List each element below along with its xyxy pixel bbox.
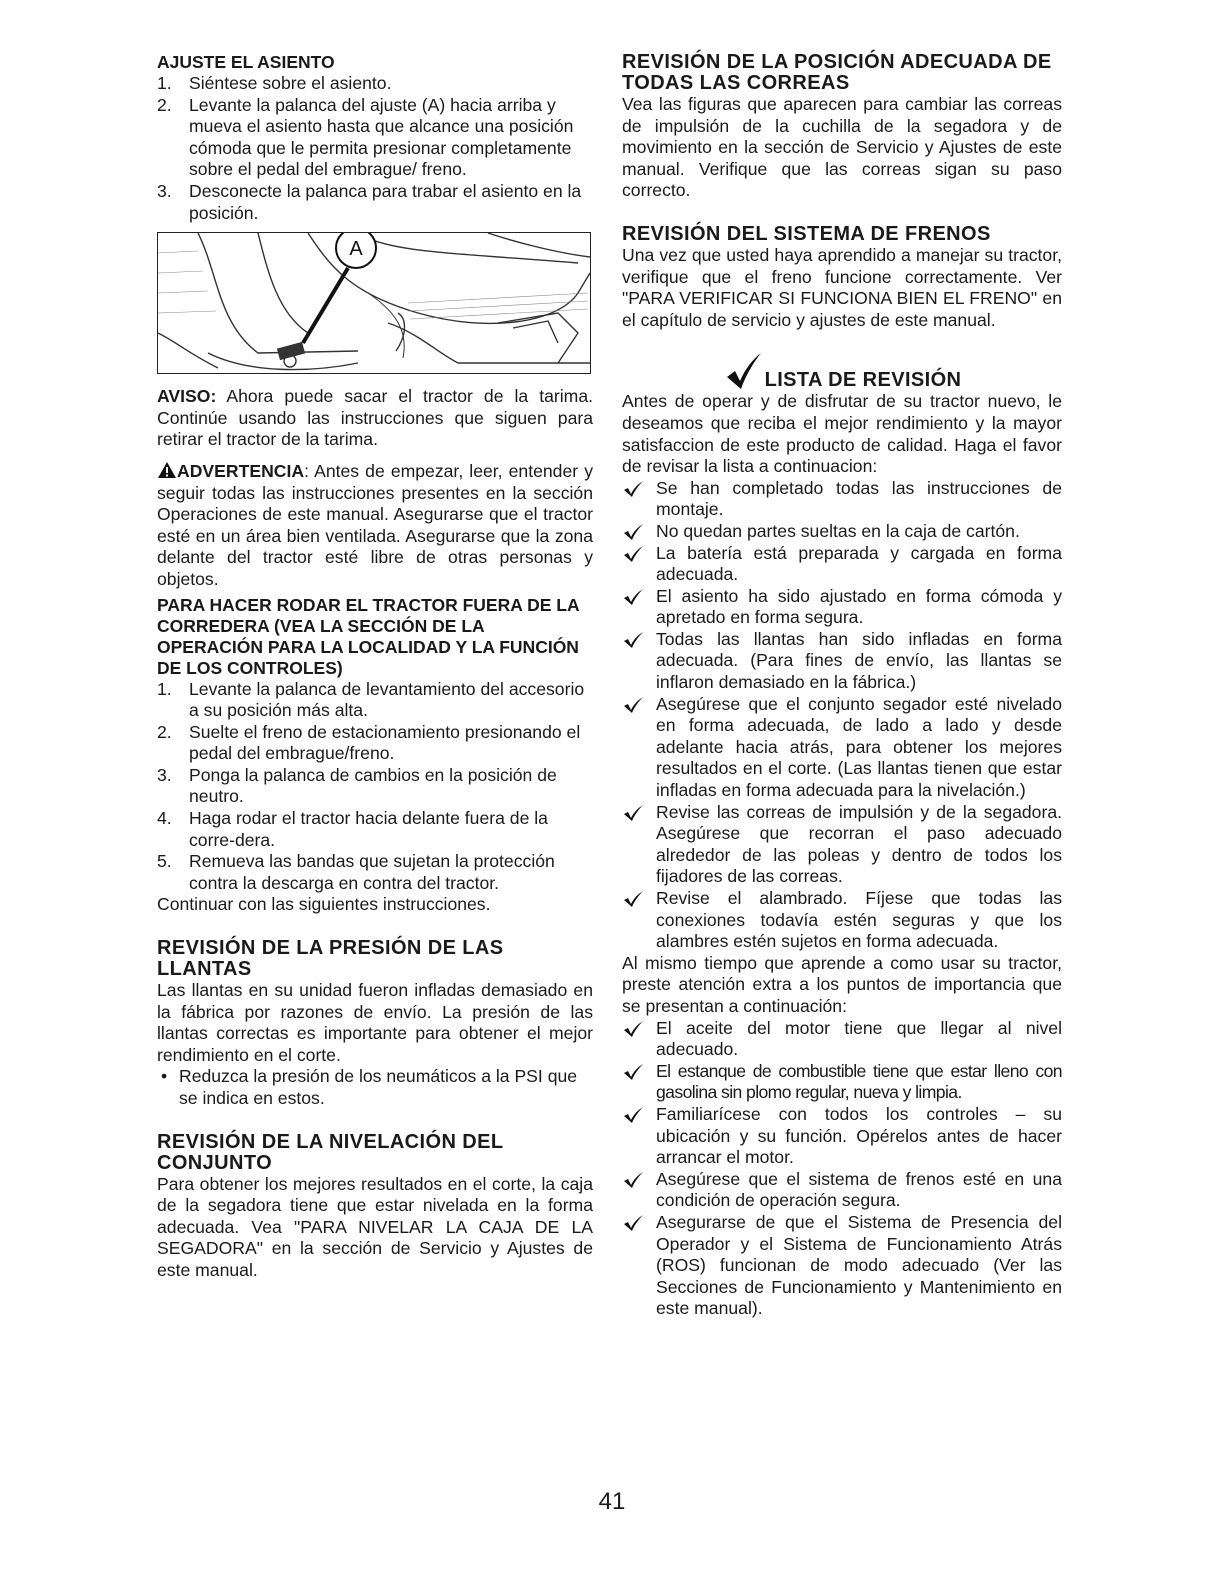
checkmark-icon [622, 480, 644, 498]
checkmark-icon [622, 1106, 644, 1124]
list-item: 5. Remueva las bandas que sujetan la protección contra la descarga en contra del tractor. [157, 851, 555, 893]
presion-text: Las llantas en su unidad fueron infladas demasiado en la fábrica por razones de envío. La presión de las llantas correctas es importante para obtener el mejor rendimiento en el corte. [157, 980, 593, 1065]
frenos-heading: REVISIÓN DEL SISTEMA DE FRENOS [622, 222, 991, 245]
list-item: 2. Levante la palanca del ajuste (A) hacia arriba y mueva el asiento hasta que alcance una posición cómoda que le permita presionar completamente sobre el pedal del embrague/ freno. [157, 94, 574, 180]
list-item: 1. Siéntese sobre el asiento. [157, 73, 392, 93]
correas-heading: REVISIÓN DE LA POSICIÓN ADECUADA DE TODAS LAS CORREAS [622, 51, 1052, 94]
lista-intro: Antes de operar y de disfrutar de su tractor nuevo, le deseamos que reciba el mejor rendimiento y la mayor satisfaccion de este producto de calidad. Haga el favor de revisar la lista a continuacion: [622, 391, 1062, 477]
nivelacion-text: Para obtener los mejores resultados en el corte, la caja de la segadora tiene que estar nivelada en la forma adecuada. Vea "PARA NIVELAR LA CAJA DE LA SEGADORA" en la sección de Servicio y Ajustes de este manual. [157, 1173, 593, 1280]
checklist-importancia [622, 1018, 1062, 1320]
lista-heading: LISTA DE REVISIÓN [764, 369, 962, 392]
checkmark-icon [622, 1063, 644, 1081]
list-item: El estanque de combustible tiene que estar lleno con gasolina sin plomo regular, nueva y limpia. [622, 1061, 1062, 1104]
list-item: 2. Suelte el freno de estacionamiento presionando el pedal del embrague/freno. [157, 721, 581, 764]
ajuste-steps [157, 73, 593, 224]
seat-lever [277, 342, 305, 360]
advertencia-paragraph: ADVERTENCIA: Antes de empezar, leer, entender y seguir todas las instrucciones presentes en la sección Operaciones de este manual. Asegurarse que el tractor esté en un área bien ventilada. Asegurarse que la zona delante del tractor esté libre de otras personas y objetos. [157, 460, 593, 589]
callout-label-a: A [349, 238, 363, 261]
checkmark-icon [622, 588, 644, 606]
checkmark-icon [622, 1171, 644, 1189]
warning-icon [157, 461, 177, 479]
seat-illustration [158, 233, 590, 373]
aviso-paragraph: AVISO: Ahora puede sacar el tractor de la tarima. Continúe usando las instrucciones que siguen para retirar el tractor de la tarima. [157, 386, 594, 450]
correas-text: Vea las figuras que aparecen para cambiar las correas de impulsión de la cuchilla de la segadora y de movimiento en la sección de Servicio y Ajustes de este manual. Verifique que las correas sigan su paso correcto. [622, 94, 1062, 201]
rodar-steps [157, 679, 593, 895]
list-item: Asegúrese que el conjunto segador esté nivelado en forma adecuada, de lado a lado y desde adelante hacia atrás, para obtener los mejores resultados en el corte. (Las llantas tienen que estar infladas en forma adecuada para la nivelación.) [622, 694, 1062, 802]
checkmark-icon [622, 523, 644, 541]
checkmark-icon [622, 545, 644, 563]
checkmark-icon [622, 696, 644, 714]
list-item: No quedan partes sueltas en la caja de cartón. [622, 521, 1062, 543]
checklist-montaje [622, 478, 1062, 953]
rodar-heading: PARA HACER RODAR EL TRACTOR FUERA DE LA CORREDERA (VEA LA SECCIÓN DE LA OPERACIÓN PARA LA LOCALIDAD Y LA FUNCIÓN DE LOS CONTROLES) [157, 594, 579, 678]
lista-heading-row [622, 345, 1062, 391]
list-item: El asiento ha sido ajustado en forma cómoda y apretado en forma segura. [622, 586, 1062, 629]
list-item: El aceite del motor tiene que llegar al nivel adecuado. [622, 1018, 1062, 1061]
list-item: Se han completado todas las instrucciones de montaje. [622, 478, 1062, 521]
mismo-tiempo-text: Al mismo tiempo que aprende a como usar su tractor, preste atención extra a los puntos de importancia que se presentan a continuación: [622, 952, 1062, 1016]
checkmark-icon [622, 890, 644, 908]
list-item: 3. Desconecte la palanca para trabar el asiento en la posición. [157, 180, 582, 223]
list-item: Revise las correas de impulsión y de la segadora. Asegúrese que recorran el paso adecuado alrededor de las poleas y dentro de todos los fijadores de las correas. [622, 802, 1062, 888]
nivelacion-heading: REVISIÓN DE LA NIVELACIÓN DEL CONJUNTO [157, 1130, 504, 1174]
page-number: 41 [598, 1488, 626, 1515]
checkmark-icon [622, 1214, 644, 1232]
checkmark-icon [622, 804, 644, 822]
presion-bullet: • Reduzca la presión de los neumáticos a la PSI que se indica en estos. [161, 1066, 578, 1108]
list-item: 3. Ponga la palanca de cambios en la posición de neutro. [157, 764, 557, 807]
right-column [622, 52, 1062, 1320]
checkmark-icon [622, 1020, 644, 1038]
left-column [157, 52, 593, 1282]
list-item: 1. Levante la palanca de levantamiento del accesorio a su posición más alta. [157, 678, 585, 721]
seat-adjustment-figure [157, 232, 591, 374]
list-item: La batería está preparada y cargada en forma adecuada. [622, 543, 1062, 586]
checkmark-icon [723, 351, 763, 391]
list-item: Revise el alambrado. Fíjese que todas las conexiones todavía estén seguras y que los alambres estén sujetos en forma adecuada. [622, 888, 1062, 953]
list-item: Todas las llantas han sido infladas en forma adecuada. (Para fines de envío, las llantas se inflaron demasiado en la fábrica.) [622, 629, 1062, 694]
continuar-text: Continuar con las siguientes instrucciones. [157, 894, 491, 915]
checkmark-icon [622, 631, 644, 649]
list-item: Familiarícese con todos los controles – su ubicación y su función. Opérelos antes de hacer arrancar el motor. [622, 1104, 1062, 1169]
presion-heading: REVISIÓN DE LA PRESIÓN DE LAS LLANTAS [157, 937, 504, 981]
list-item: Asegúrese que el sistema de frenos esté en una condición de operación segura. [622, 1169, 1062, 1212]
list-item: 4. Haga rodar el tractor hacia delante fuera de la corre-dera. [157, 808, 548, 850]
frenos-text: Una vez que usted haya aprendido a manejar su tractor, verifique que el freno funcione correctamente. Ver "PARA VERIFICAR SI FUNCIONA BIEN EL FRENO" en el capítulo de servicio y ajustes de este manual. [622, 244, 1062, 330]
list-item: Asegurarse de que el Sistema de Presencia del Operador y el Sistema de Funcionamiento Atrás (ROS) funcionan de modo adecuado (Ver las Secciones de Funcionamiento y Mantenimiento en este manual). [622, 1212, 1062, 1320]
ajuste-heading: AJUSTE EL ASIENTO [157, 52, 335, 72]
